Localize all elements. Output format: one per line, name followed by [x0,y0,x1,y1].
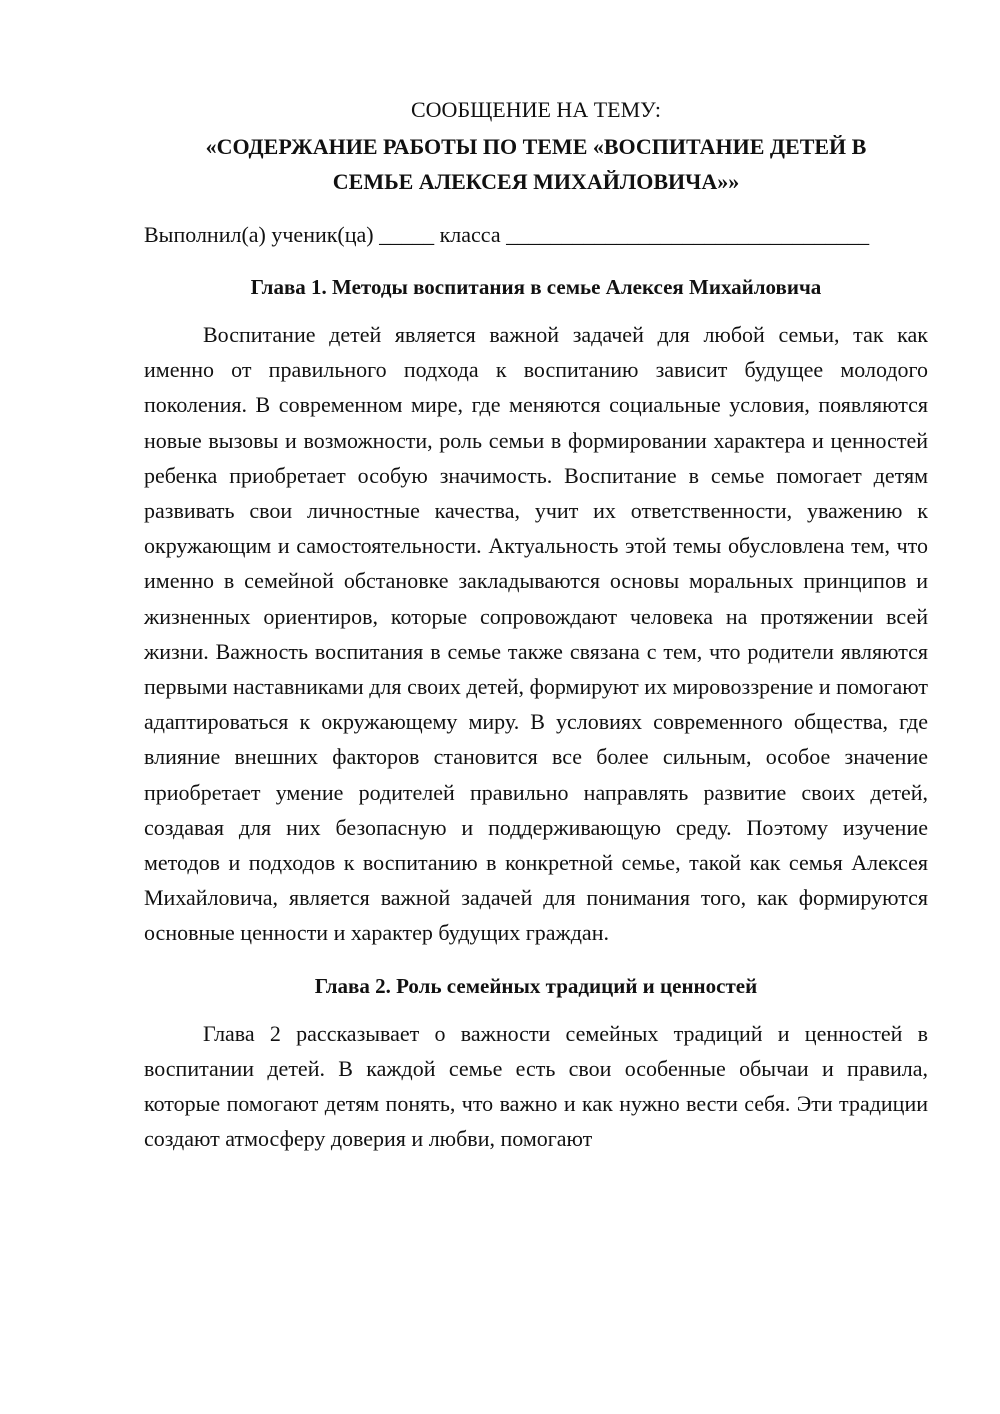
heading-line-1: СООБЩЕНИЕ НА ТЕМУ: [411,97,661,122]
chapter-2-title: Глава 2. Роль семейных традиций и ценностей [314,973,758,998]
heading-line-3: СЕМЬЕ АЛЕКСЕЯ МИХАЙЛОВИЧА»» [332,169,740,194]
author-line: Выполнил(а) ученик(ца) _____ класса _________________________________ [144,222,870,247]
chapter-1-title: Глава 1. Методы воспитания в семье Алексея Михайловича [250,275,822,299]
document-page [144,92,928,1156]
chapter-1-paragraph: Воспитание детей является важной задачей для любой семьи, так как именно от правильного подхода к воспитанию зависит будущее молодого поколения. В современном мире, где меняются социальные условия, появляются новые вызовы и возможности, роль семьи в формировании характера и ценностей ребенка приобретает особую значимость. Воспитание в семье помогает детям развивать свои личностные качества, учит их ответственности, уважению к окружающим и самостоятельности. Актуальность этой темы обусловлена тем, что именно в семейной обстановке закладываются основы моральных принципов и жизненных ориентиров, которые сопровождают человека на протяжении всей жизни. Важность воспитания в семье также связана с тем, что родители являются первыми наставниками для своих детей, формируют их мировоззрение и помогают адаптироваться к окружающему миру. В условиях современного общества, где влияние внешних факторов становится все более сильным, особое значение приобретает умение родителей правильно направлять развитие своих детей, создавая для них безопасную и поддерживающую среду. Поэтому изучение методов и подходов к воспитанию в конкретной семье, такой как семья Алексея Михайловича, является важной задачей для понимания того, как формируются основные ценности и характер будущих граждан. [144,322,928,946]
heading-line-2: «СОДЕРЖАНИЕ РАБОТЫ ПО ТЕМЕ «ВОСПИТАНИЕ ДЕТЕЙ В [205,134,867,159]
chapter-2-paragraph: Глава 2 рассказывает о важности семейных традиций и ценностей в воспитании детей. В каждой семье есть свои особенные обычаи и правила, которые помогают детям понять, что важно и как нужно вести себя. Эти традиции создают атмосферу доверия и любви, помогают [144,1020,928,1152]
